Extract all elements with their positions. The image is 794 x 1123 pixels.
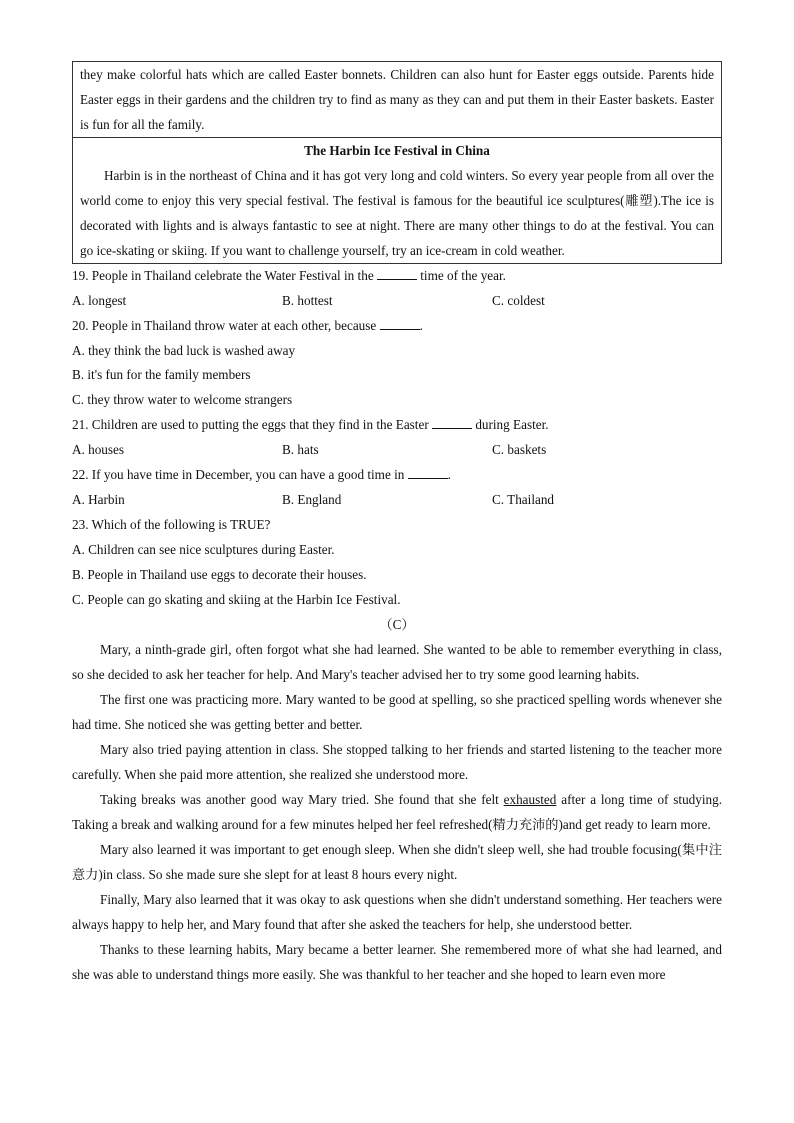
- question-23: 23. Which of the following is TRUE?: [72, 517, 271, 532]
- paragraph-3: Mary also tried paying attention in class. She stopped talking to her friends and started listening to the teacher more carefully. When she paid more attention, she realized she understood more.: [72, 742, 722, 782]
- section-c-label: （C）: [379, 617, 415, 632]
- easter-cell: they make colorful hats which are called Easter bonnets. Children can also hunt for Easter eggs outside. Parents hide Easter eggs in their gardens and the children try to find as many as they can and put them in their Easter baskets. Easter is fun for all the family.: [80, 67, 714, 132]
- section-c-passage: [72, 637, 722, 987]
- q23-option-c: C. People can go skating and skiing at the Harbin Ice Festival.: [72, 592, 401, 607]
- paragraph-1: Mary, a ninth-grade girl, often forgot what she had learned. She wanted to be able to remember everything in class, so she decided to ask her teacher for help. And Mary's teacher advised her to try some good learning habits.: [72, 642, 722, 682]
- paragraph-2: The first one was practicing more. Mary wanted to be good at spelling, so she practiced spelling words whenever she had time. She noticed she was getting better and better.: [72, 692, 722, 732]
- answer-blank: [380, 317, 420, 330]
- harbin-cell: [73, 137, 721, 263]
- q22-option-c: C. Thailand: [492, 492, 555, 507]
- paragraph-6: Finally, Mary also learned that it was okay to ask questions when she didn't understand something. Her teachers were always happy to help her, and Mary found that after she asked the teachers for help, she understood better.: [72, 892, 722, 932]
- q21-option-c: C. baskets: [492, 442, 547, 457]
- answer-blank: [432, 416, 472, 429]
- q22-option-a: A. Harbin: [72, 492, 125, 507]
- reading-table: [72, 61, 722, 264]
- question-19: 19. People in Thailand celebrate the Water Festival in the time of the year.: [72, 268, 506, 283]
- q19-option-b: B. hottest: [282, 293, 333, 308]
- harbin-title: The Harbin Ice Festival in China: [304, 143, 490, 158]
- q19-option-c: C. coldest: [492, 293, 545, 308]
- answer-blank: [377, 267, 417, 280]
- answer-blank: [408, 466, 448, 479]
- q21-option-a: A. houses: [72, 442, 125, 457]
- question-21: 21. Children are used to putting the eggs that they find in the Easter during Easter.: [72, 417, 549, 432]
- q19-option-a: A. longest: [72, 293, 127, 308]
- q20-option-b: B. it's fun for the family members: [72, 367, 251, 382]
- underlined-word: exhausted: [503, 792, 557, 807]
- paragraph-4: Taking breaks was another good way Mary tried. She found that she felt exhausted after a long time of studying. Taking a break and walking around for a few minutes helped her feel refreshed(精力充沛的)and get ready to learn more.: [72, 792, 722, 832]
- q23-option-a: A. Children can see nice sculptures during Easter.: [72, 542, 335, 557]
- question-22: 22. If you have time in December, you can have a good time in .: [72, 467, 451, 482]
- q20-option-a: A. they think the bad luck is washed away: [72, 343, 296, 358]
- q20-option-c: C. they throw water to welcome strangers: [72, 392, 293, 407]
- q22-option-b: B. England: [282, 492, 342, 507]
- paragraph-7: Thanks to these learning habits, Mary became a better learner. She remembered more of what she had learned, and she was able to understand things more easily. She was thankful to her teacher and she hoped to learn even more: [72, 942, 722, 982]
- q21-option-b: B. hats: [282, 442, 319, 457]
- harbin-text: Harbin is in the northeast of China and it has got very long and cold winters. So every year people from all over the world come to enjoy this very special festival. The festival is famous for the beautiful ice sculptures(雕塑).The ice is decorated with lights and is always fantastic to see at night. There are many other things to do at the festival. You can go ice-skating or skiing. If you want to challenge yourself, try an ice-cream in cold weather.: [80, 168, 714, 258]
- question-20: 20. People in Thailand throw water at each other, because .: [72, 318, 423, 333]
- q23-option-b: B. People in Thailand use eggs to decorate their houses.: [72, 567, 367, 582]
- paragraph-5: Mary also learned it was important to get enough sleep. When she didn't sleep well, she had trouble focusing(集中注意力)in class. So she made sure she slept for at least 8 hours every night.: [72, 842, 722, 882]
